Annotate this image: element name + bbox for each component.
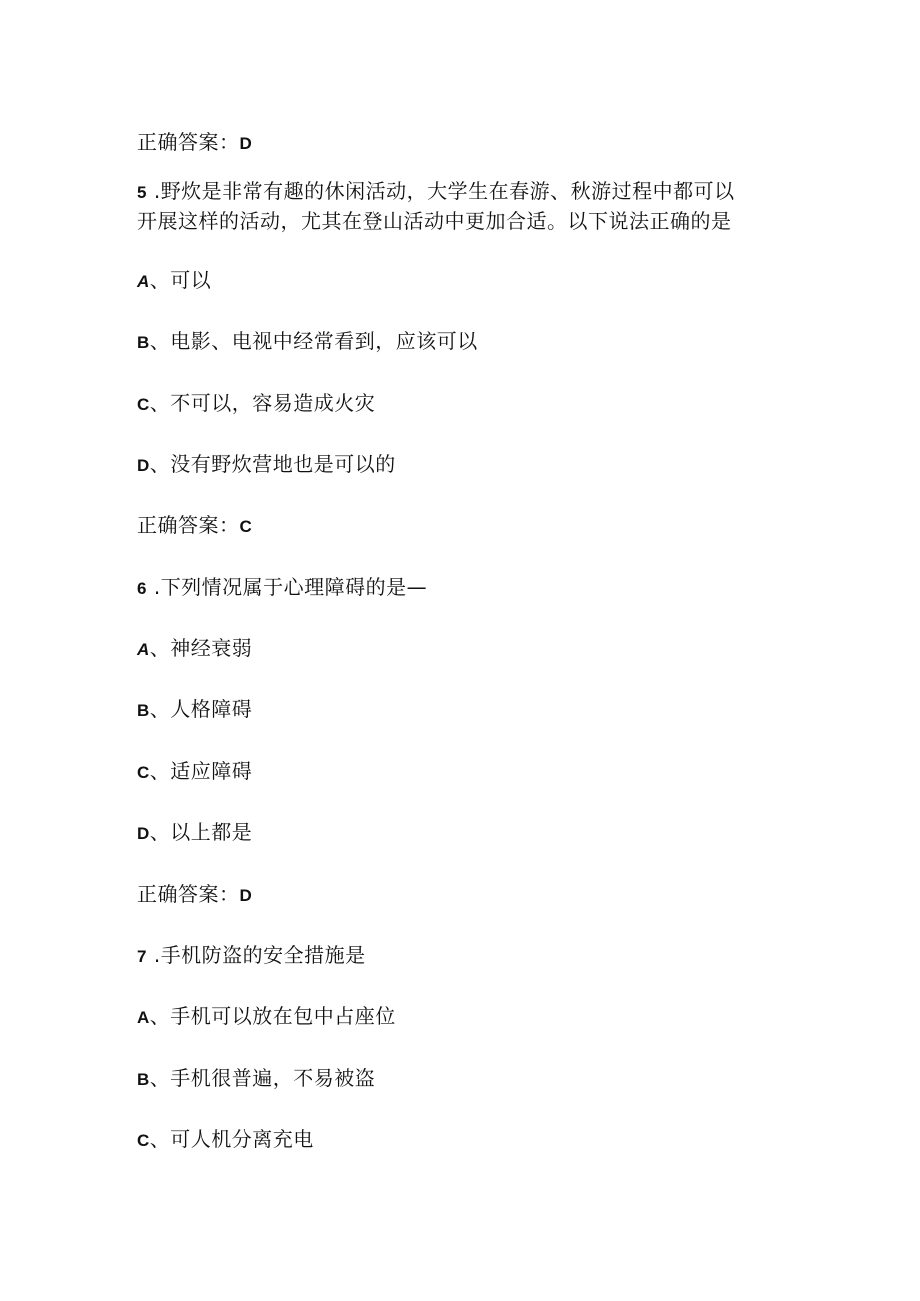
option-text: 适应障碍 <box>170 759 253 783</box>
question-number: 5 <box>137 183 147 202</box>
option-sep: 、 <box>149 1004 171 1028</box>
option-label: A <box>137 1008 150 1027</box>
option-label: C <box>137 395 150 414</box>
answer-line-q5 <box>137 511 252 541</box>
option-c <box>137 757 252 787</box>
option-text: 以上都是 <box>170 820 253 844</box>
answer-key: D <box>239 886 253 905</box>
option-b <box>137 1064 375 1094</box>
question-number: 7 <box>137 947 147 966</box>
answer-key: D <box>239 134 253 153</box>
option-a <box>137 1002 396 1032</box>
question-7-line <box>137 941 366 971</box>
option-a <box>137 266 211 296</box>
question-number-sep: . <box>146 943 161 967</box>
option-text: 可人机分离充电 <box>170 1127 314 1151</box>
option-label: D <box>137 456 150 475</box>
option-text: 手机可以放在包中占座位 <box>170 1004 396 1028</box>
option-b <box>137 695 252 725</box>
question-text: 下列情况属于心理障碍的是— <box>160 575 428 599</box>
option-label: B <box>137 701 150 720</box>
option-label: C <box>137 763 150 782</box>
answer-prefix: 正确答案： <box>137 513 240 537</box>
question-text: 野炊是非常有趣的休闲活动，大学生在春游、秋游过程中都可以 <box>160 179 735 203</box>
question-5-line-2 <box>137 207 732 235</box>
option-text: 手机很普遍，不易被盗 <box>170 1066 376 1090</box>
option-a <box>137 634 252 664</box>
option-sep: 、 <box>149 759 171 783</box>
option-label: D <box>137 824 150 843</box>
question-number: 6 <box>137 579 147 598</box>
option-text: 不可以，容易造成火灾 <box>170 391 376 415</box>
option-label: B <box>137 1070 150 1089</box>
option-sep: 、 <box>149 1127 171 1151</box>
question-6-line <box>137 573 427 603</box>
option-text: 电影、电视中经常看到，应该可以 <box>170 329 478 353</box>
option-sep: 、 <box>149 452 171 476</box>
option-text: 没有野炊营地也是可以的 <box>170 452 396 476</box>
option-sep: 、 <box>149 268 171 292</box>
option-c <box>137 1125 314 1155</box>
option-text: 可以 <box>170 268 212 292</box>
question-5-line-1 <box>137 177 735 207</box>
option-d <box>137 450 396 480</box>
option-label: A <box>137 640 150 659</box>
answer-line-q6 <box>137 880 252 910</box>
option-b <box>137 327 478 357</box>
option-c <box>137 389 375 419</box>
answer-prefix: 正确答案： <box>137 130 240 154</box>
answer-line-q4 <box>137 128 252 158</box>
question-text-continued: 开展这样的活动，尤其在登山活动中更加合适。以下说法正确的是 <box>137 209 732 233</box>
option-label: A <box>137 272 150 291</box>
option-sep: 、 <box>149 391 171 415</box>
answer-prefix: 正确答案： <box>137 882 240 906</box>
option-sep: 、 <box>149 820 171 844</box>
question-number-sep: . <box>146 575 161 599</box>
option-text: 人格障碍 <box>170 697 253 721</box>
option-sep: 、 <box>149 329 171 353</box>
option-sep: 、 <box>149 636 171 660</box>
option-sep: 、 <box>149 1066 171 1090</box>
question-number-sep: . <box>146 179 161 203</box>
option-sep: 、 <box>149 697 171 721</box>
option-label: B <box>137 333 150 352</box>
question-text: 手机防盗的安全措施是 <box>160 943 366 967</box>
option-text: 神经衰弱 <box>170 636 253 660</box>
answer-key: C <box>239 517 253 536</box>
option-label: C <box>137 1131 150 1150</box>
option-d <box>137 818 252 848</box>
